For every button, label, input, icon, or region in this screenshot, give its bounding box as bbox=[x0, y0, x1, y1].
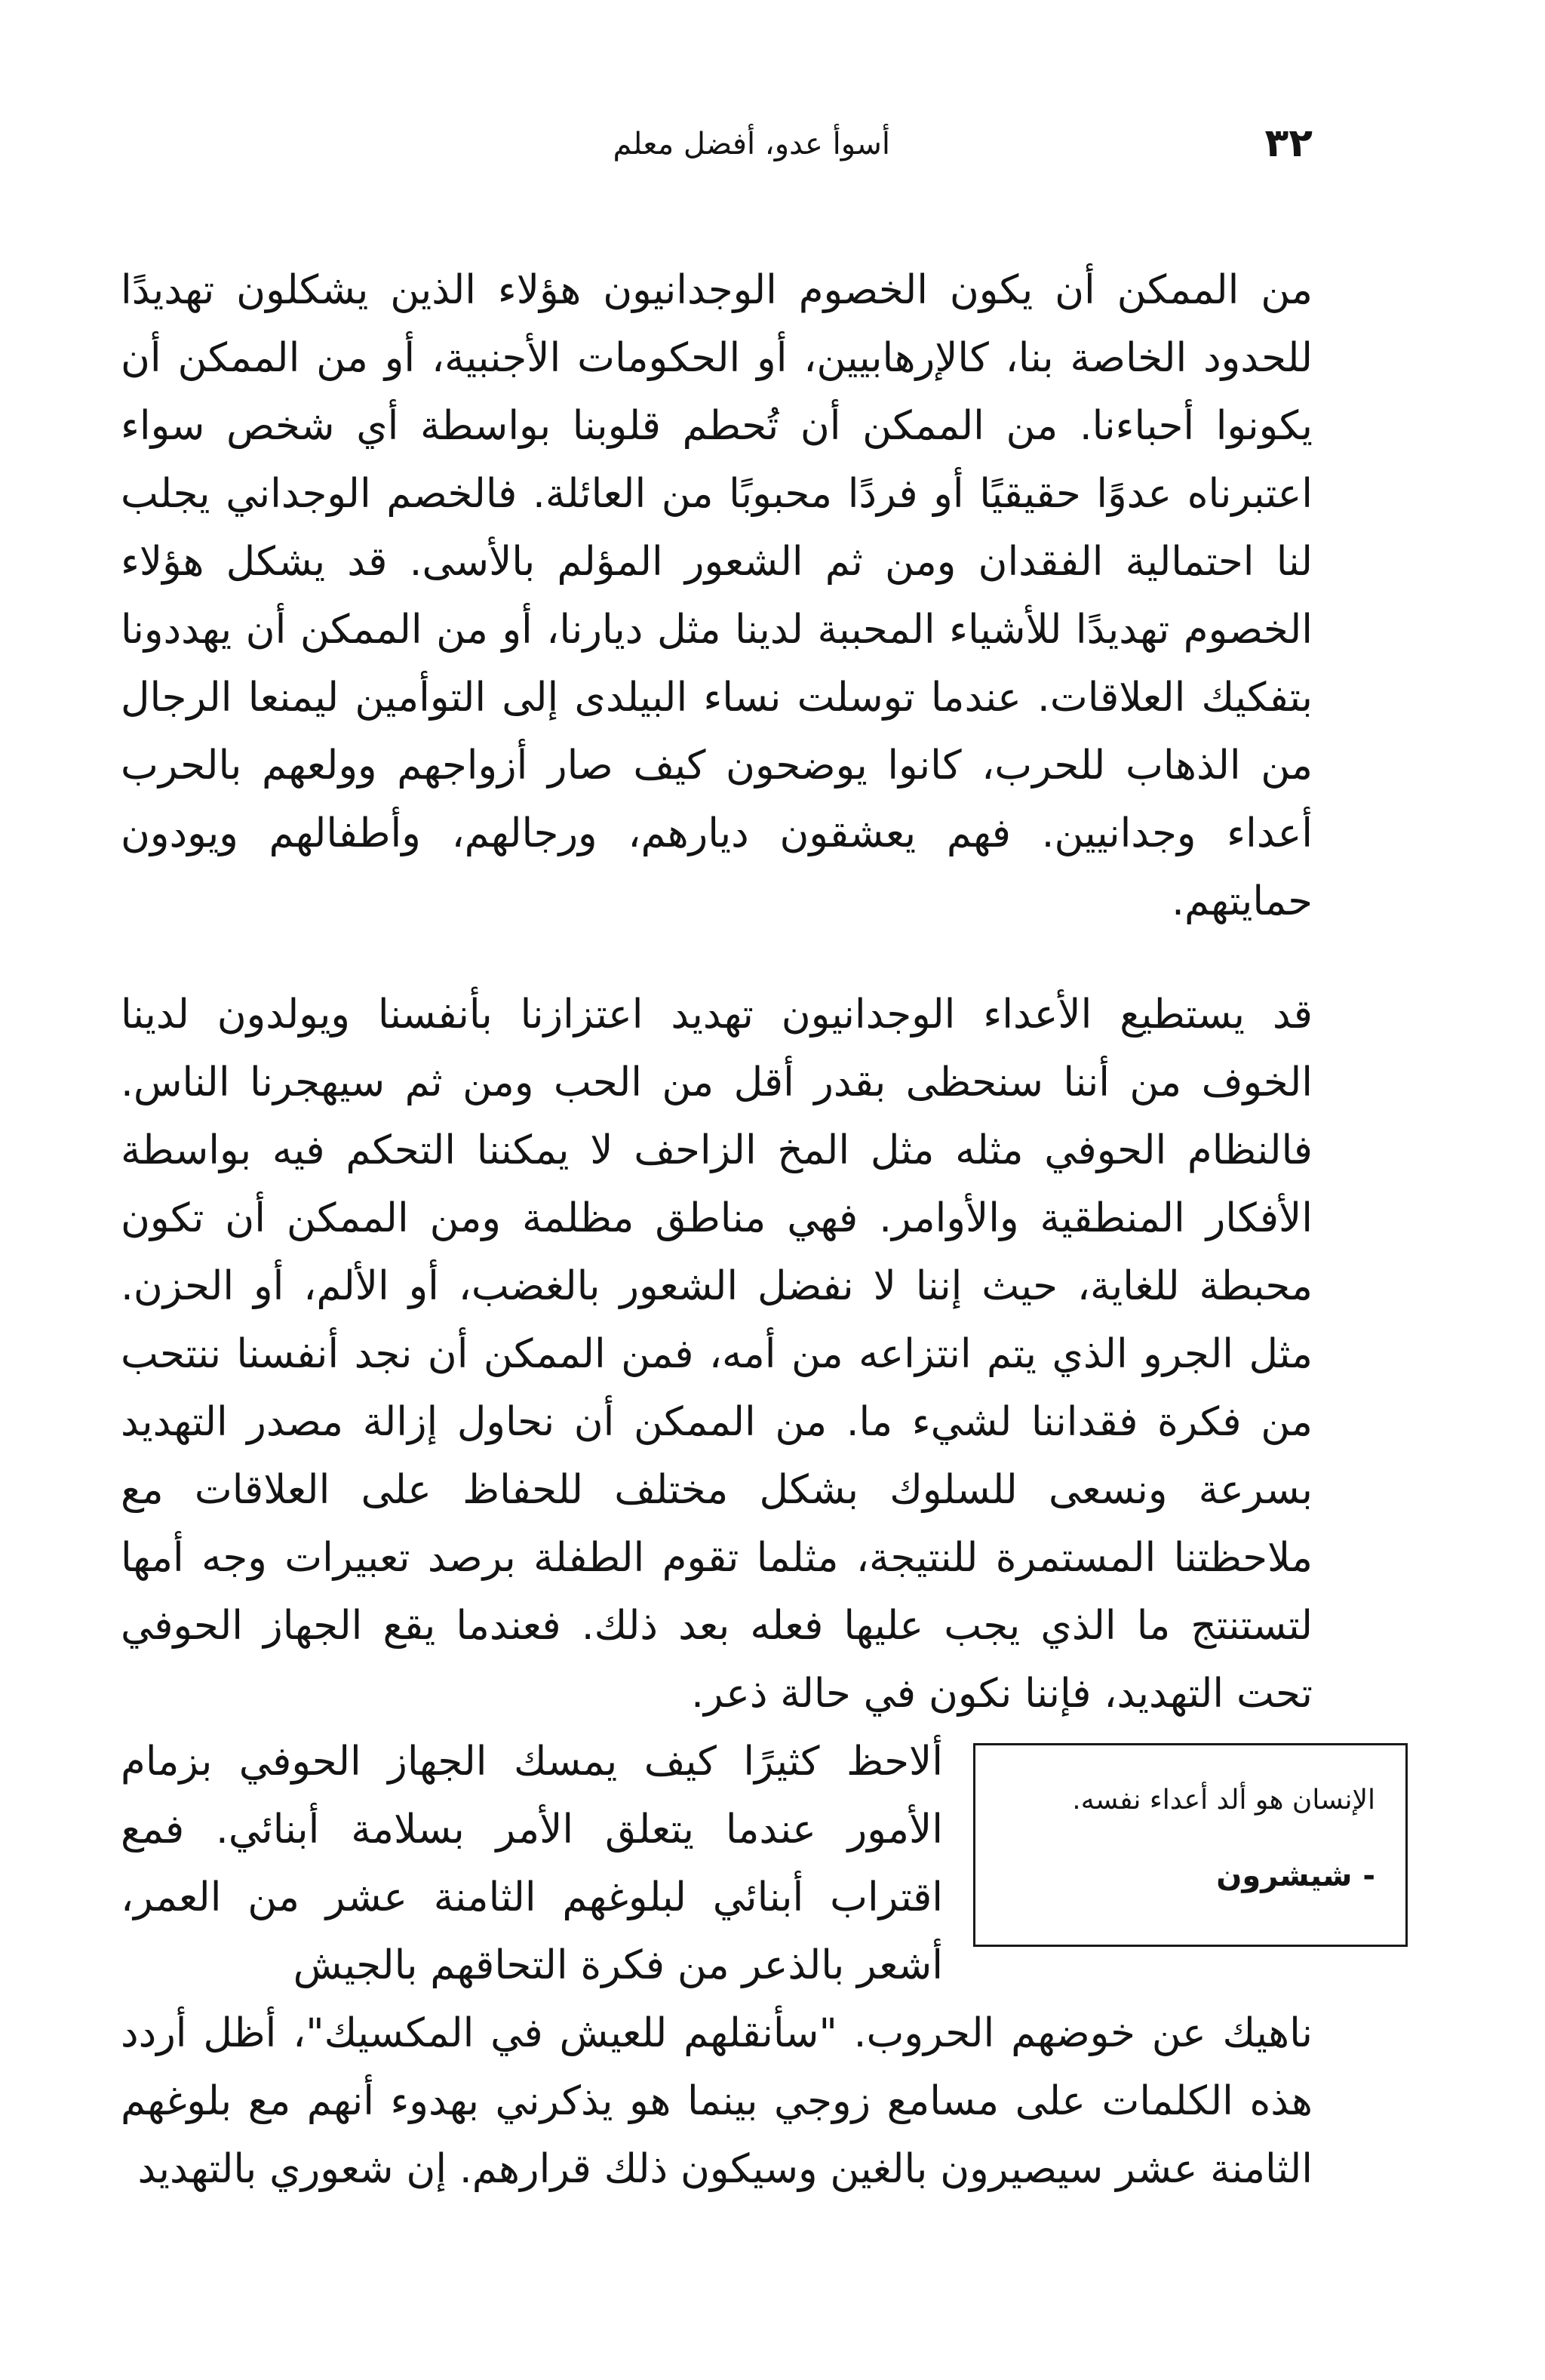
paragraph-3-continued: ناهيك عن خوضهم الحروب. "سأنقلهم للعيش في المكسيك"، أظل أردد هذه الكلمات على مسامع زوجي بينما هو يذكرني بهدوء أنهم مع بلوغهم الثامنة عشر سيصيرون بالغين وسيكون ذلك قرارهم. إن شعوري بالتهديد bbox=[121, 2010, 1313, 2192]
paragraph-3: ألاحظ كثيرًا كيف يمسك الجهاز الحوفي بزمام الأمور عندما يتعلق الأمر بسلامة أبنائي. فمع اقتراب أبنائي لبلوغهم الثامنة عشر من العمر، أشعر بالذعر من فكرة التحاقهم بالجيش bbox=[121, 1739, 943, 1988]
page-header bbox=[121, 121, 1313, 181]
paragraph-1: من الممكن أن يكون الخصوم الوجدانيون هؤلاء الذين يشكلون تهديدًا للحدود الخاصة بنا، كالإرهابيين، أو الحكومات الأجنبية، أو من الممكن أن يكونوا أحباءنا. من الممكن أن تُحطم قلوبنا بواسطة أي شخص سواء اعتبرناه عدوًا حقيقيًا أو فردًا محبوبًا من العائلة. فالخصم الوجداني يجلب لنا احتمالية الفقدان ومن ثم الشعور المؤلم بالأسى. قد يشكل هؤلاء الخصوم تهديدًا للأشياء المحببة لدينا مثل ديارنا، أو من الممكن أن يهددونا بتفكيك العلاقات. عندما توسلت نساء البيلدى إلى التوأمين ليمنعا الرجال من الذهاب للحرب، كانوا يوضحون كيف صار أزواجهم وولعهم بالحرب أعداء وجدانيين. فهم يعشقون ديارهم، ورجالهم، وأطفالهم ويودون حمايتهم. bbox=[121, 267, 1313, 924]
running-title: أسوأ عدو، أفضل معلم bbox=[613, 127, 890, 161]
page-number: ٣٢ bbox=[1264, 121, 1313, 166]
quote-author: - شيشرون bbox=[1216, 1859, 1375, 1893]
sidebar-quote-box bbox=[973, 1743, 1408, 1947]
quote-text: الإنسان هو ألد أعداء نفسه. bbox=[1072, 1785, 1375, 1816]
paragraph-2: قد يستطيع الأعداء الوجدانيون تهديد اعتزازنا بأنفسنا ويولدون لدينا الخوف من أننا سنحظى بقدر أقل من الحب ومن ثم سيهجرنا الناس. فالنظام الحوفي مثله مثل المخ الزاحف لا يمكننا التحكم فيه بواسطة الأفكار المنطقية والأوامر. فهي مناطق مظلمة ومن الممكن أن تكون محبطة للغاية، حيث إننا لا نفضل الشعور بالغضب، أو الألم، أو الحزن. مثل الجرو الذي يتم انتزاعه من أمه، فمن الممكن أن نجد أنفسنا ننتحب من فكرة فقداننا لشيء ما. من الممكن أن نحاول إزالة مصدر التهديد بسرعة ونسعى للسلوك بشكل مختلف للحفاظ على العلاقات مع ملاحظتنا المستمرة للنتيجة، مثلما تقوم الطفلة برصد تعبيرات وجه أمها لتستنتج ما الذي يجب عليها فعله بعد ذلك. فعندما يقع الجهاز الحوفي تحت التهديد، فإننا نكون في حالة ذعر. bbox=[121, 992, 1313, 1717]
